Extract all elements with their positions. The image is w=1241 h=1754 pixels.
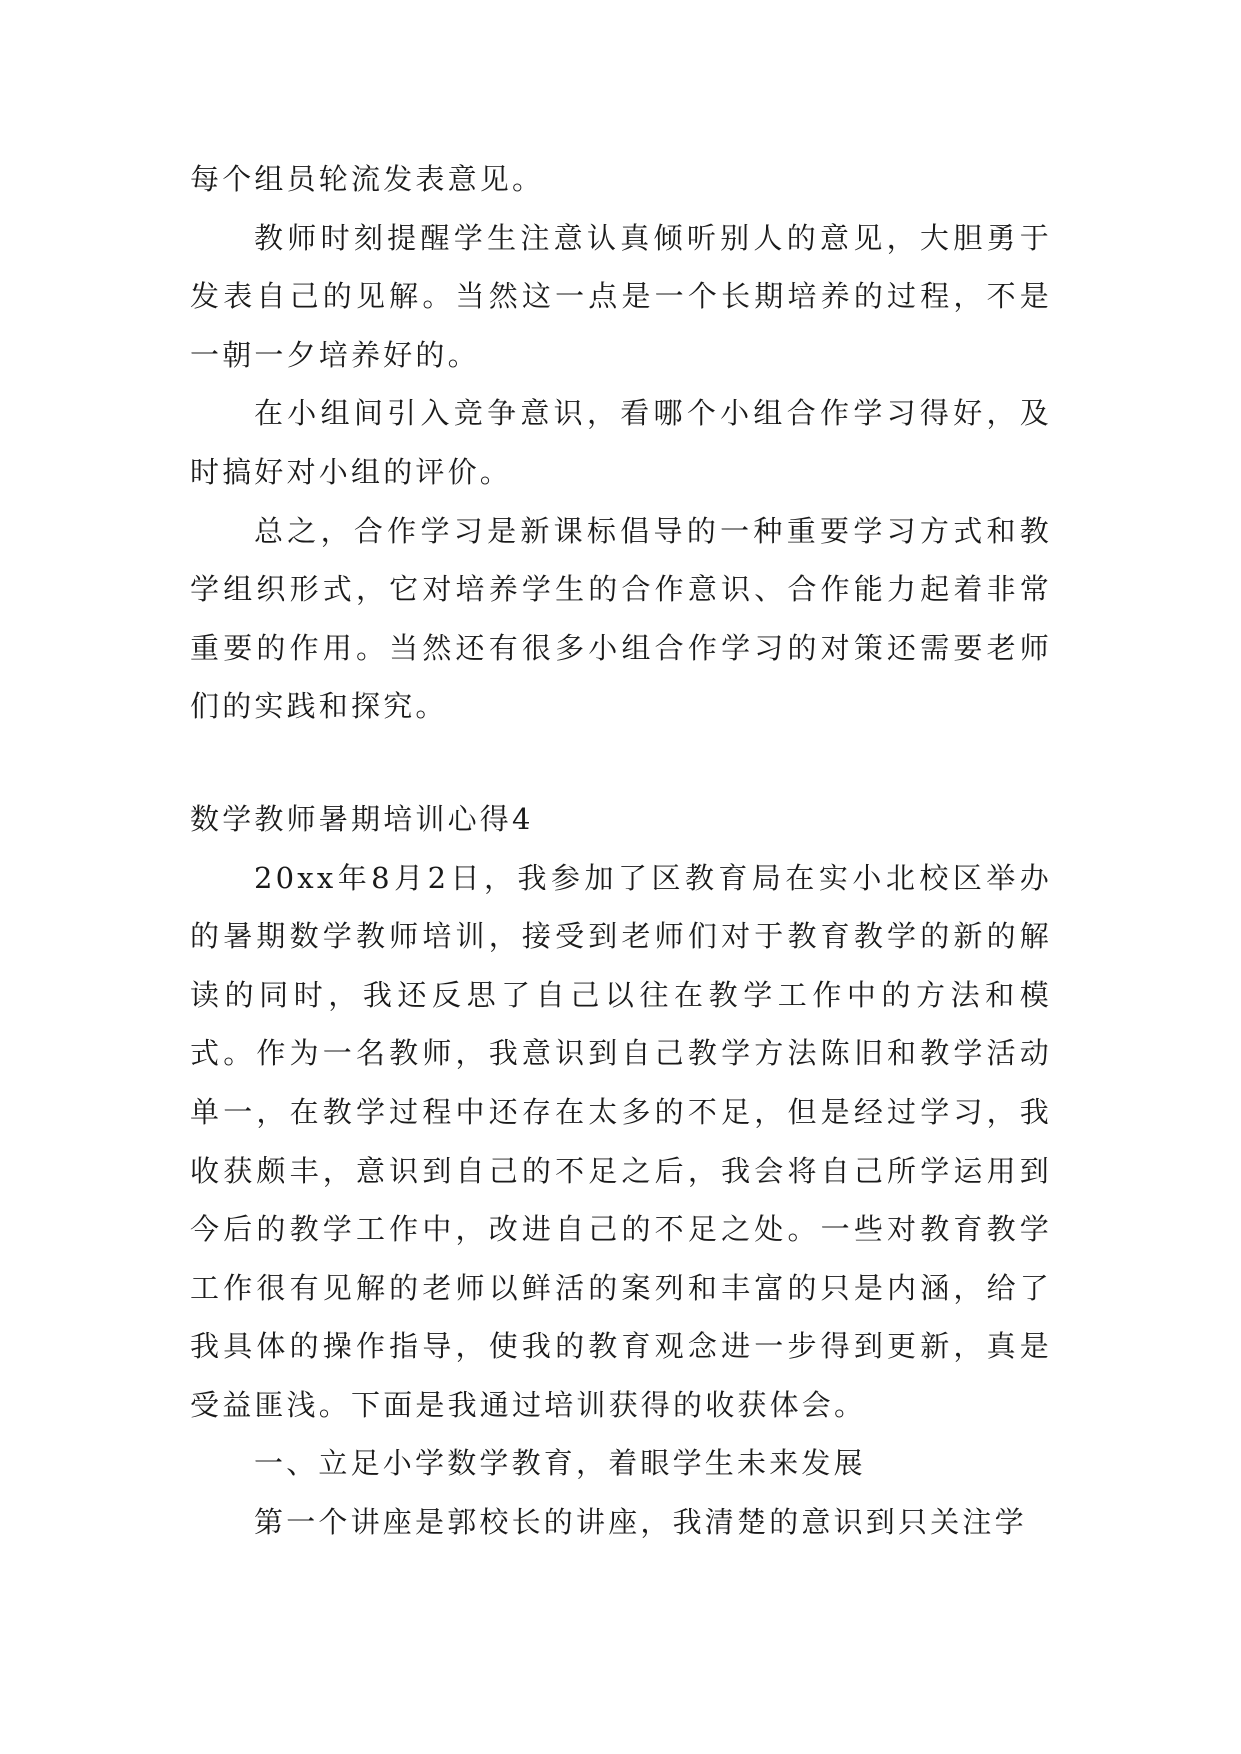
subheading-one: 一、立足小学数学教育，着眼学生未来发展: [254, 1446, 866, 1481]
paragraph-summary: 总之，合作学习是新课标倡导的一种重要学习方式和教学组织形式，它对培养学生的合作意识、合作能力起着非常重要的作用。当然还有很多小组合作学习的对策还需要老师们的实践和探究。: [190, 513, 1052, 724]
paragraph-competition: 在小组间引入竞争意识，看哪个小组合作学习得好，及时搞好对小组的评价。: [190, 396, 1052, 489]
paragraph-lecture: 第一个讲座是郭校长的讲座，我清楚的意识到只关注学: [254, 1505, 1027, 1540]
section-title: 数学教师暑期培训心得4: [190, 801, 534, 836]
paragraph-continuation: 每个组员轮流发表意见。: [190, 162, 545, 196]
document-body: [190, 150, 1052, 1552]
paragraph-training-intro: 20xx年8月2日，我参加了区教育局在实小北校区举办的暑期数学教师培训，接受到老师们对于教育教学的新的解读的同时，我还反思了自己以往在教学工作中的方法和模式。作为一名教师，我意识到自己教学方法陈旧和教学活动单一，在教学过程中还存在太多的不足，但是经过学习，我收获颇丰，意识到自己的不足之后，我会将自己所学运用到今后的教学工作中，改进自己的不足之处。一些对教育教学工作很有见解的老师以鲜活的案列和丰富的只是内涵，给了我具体的操作指导，使我的教育观念进一步得到更新，真是受益匪浅。下面是我通过培训获得的收获体会。: [190, 860, 1052, 1422]
paragraph-listening: 教师时刻提醒学生注意认真倾听别人的意见，大胆勇于发表自己的见解。当然这一点是一个长期培养的过程，不是一朝一夕培养好的。: [190, 220, 1052, 372]
